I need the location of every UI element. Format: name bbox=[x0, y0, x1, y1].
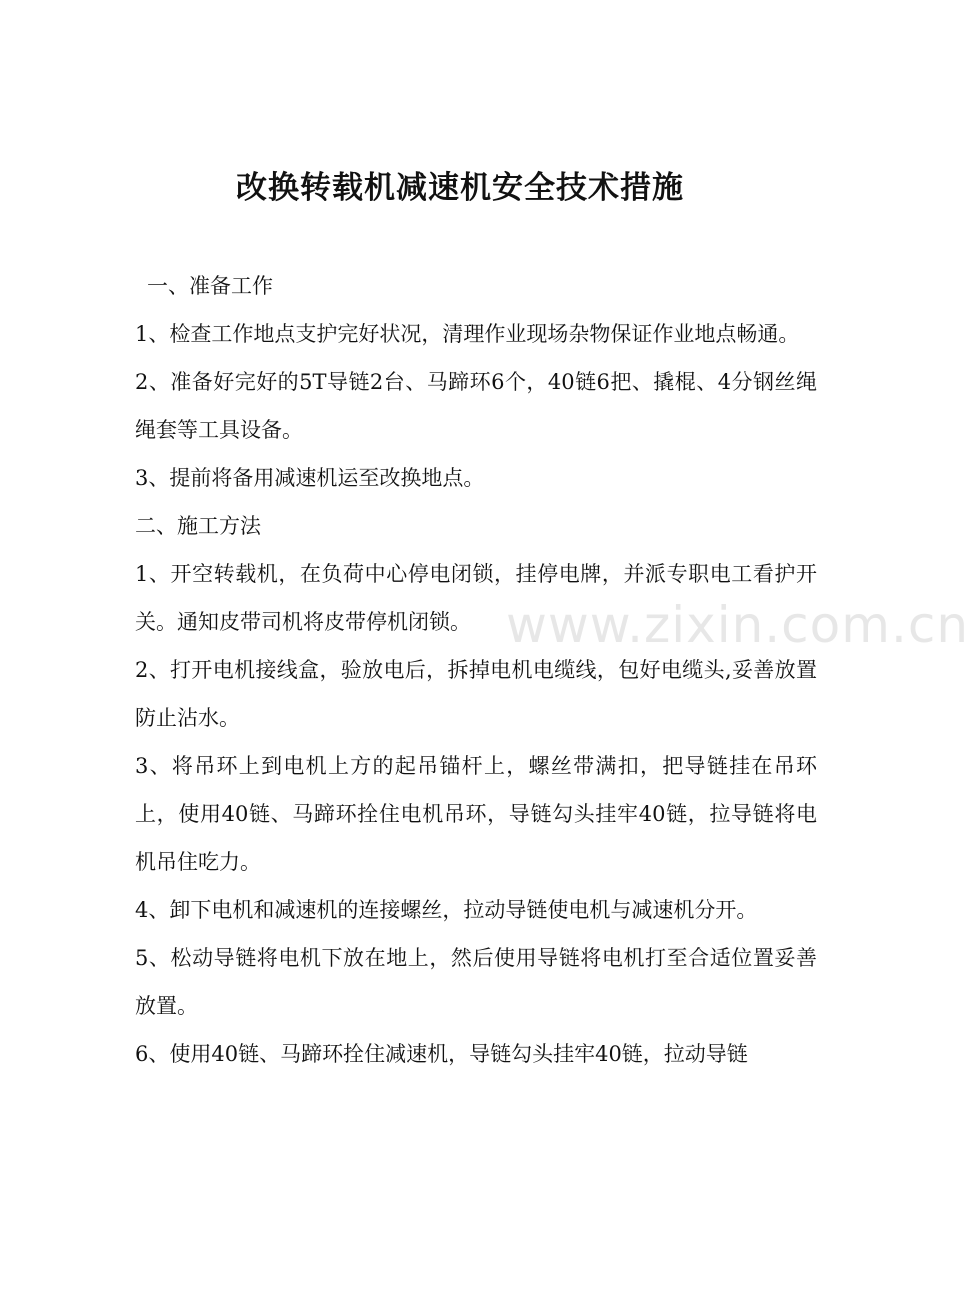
document-body bbox=[125, 262, 817, 1078]
list-item: 4、卸下电机和减速机的连接螺丝，拉动导链使电机与减速机分开。 bbox=[135, 898, 758, 922]
list-item: 1、开空转载机，在负荷中心停电闭锁，挂停电牌，并派专职电工看护开关。通知皮带司机将皮带停机闭锁。 bbox=[135, 562, 817, 634]
list-item: 6、使用40链、马蹄环拴住减速机，导链勾头挂牢40链，拉动导链 bbox=[135, 1042, 748, 1066]
section-heading: 二、施工方法 bbox=[135, 514, 261, 538]
list-item: 3、将吊环上到电机上方的起吊锚杆上，螺丝带满扣，把导链挂在吊环上，使用40链、马蹄环拴住电机吊环，导链勾头挂牢40链，拉导链将电机吊住吃力。 bbox=[135, 754, 817, 874]
watermark: www.zixin.com.cn bbox=[506, 596, 969, 654]
document-title: 改换转载机减速机安全技术措施 bbox=[236, 170, 684, 206]
list-item: 5、松动导链将电机下放在地上，然后使用导链将电机打至合适位置妥善放置。 bbox=[135, 946, 817, 1018]
list-item: 2、打开电机接线盒，验放电后，拆掉电机电缆线，包好电缆头,妥善放置防止沾水。 bbox=[135, 658, 817, 730]
list-item: 1、检查工作地点支护完好状况，清理作业现场杂物保证作业地点畅通。 bbox=[135, 322, 800, 346]
section-heading: 一、准备工作 bbox=[147, 274, 273, 298]
list-item: 3、提前将备用减速机运至改换地点。 bbox=[135, 466, 485, 490]
list-item: 2、准备好完好的5T导链2台、马蹄环6个，40链6把、撬棍、4分钢丝绳绳套等工具设备。 bbox=[135, 370, 817, 442]
